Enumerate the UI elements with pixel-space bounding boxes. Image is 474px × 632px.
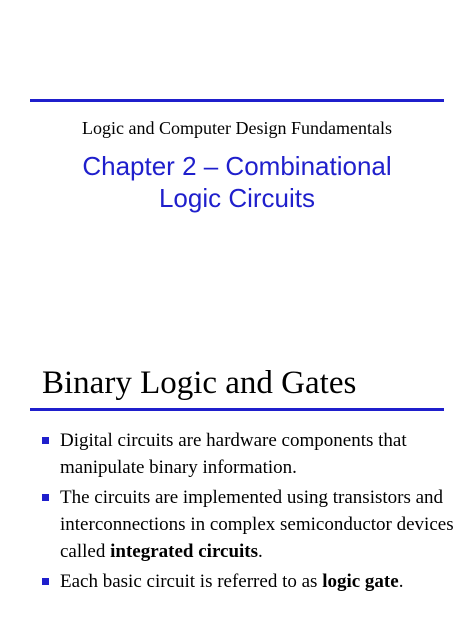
bullet-bold-term: integrated circuits [110, 541, 259, 562]
square-bullet-icon [42, 494, 49, 501]
book-title: Logic and Computer Design Fundamentals [82, 118, 392, 138]
bullet-item [40, 427, 460, 481]
slide-title: Binary Logic and Gates [42, 365, 357, 401]
square-bullet-icon [42, 437, 49, 444]
chapter-title [0, 150, 474, 214]
chapter-title-line1: Chapter 2 – Combinational [82, 151, 392, 181]
bullet-bold-term: logic gate [322, 571, 399, 592]
bullet-item [40, 568, 460, 595]
bullet-text: Each basic circuit is referred to as [60, 571, 323, 592]
square-bullet-icon [42, 578, 49, 585]
bullet-end: . [258, 541, 263, 562]
chapter-title-line2: Logic Circuits [158, 183, 316, 213]
top-divider [30, 99, 444, 102]
bullet-list [40, 427, 460, 598]
bullet-end: . [398, 571, 404, 592]
bullet-item [40, 484, 460, 565]
title-divider [30, 408, 444, 411]
bullet-text: Digital circuits are hardware components that manipulate binary information. [60, 430, 407, 478]
bullet-text: The circuits are implemented using transistors and interconnections in complex semiconductor devices called [60, 487, 454, 562]
